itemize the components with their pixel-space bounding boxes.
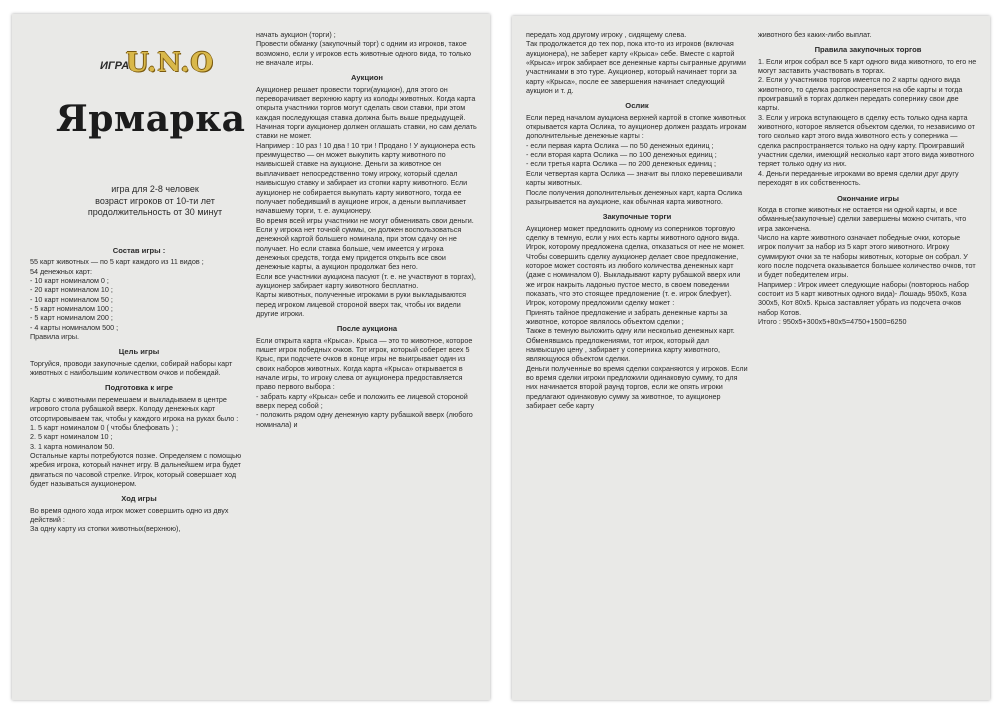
- paragraph: - если первая карта Ослика — по 50 денежных единиц ;: [526, 140, 714, 150]
- section-heading: Подготовка к игре: [105, 383, 173, 393]
- paragraph: Когда в стопке животных не остается ни одной карты, и все обманные(закупочные) сделки завершены можно считать, что игра закончена.: [758, 204, 969, 233]
- paragraph: начать аукцион (торги) ;: [256, 30, 336, 39]
- section-heading: Ослик: [625, 101, 649, 111]
- paragraph: - 10 карт номиналом 0 ;: [30, 276, 109, 286]
- paragraph: За одну карту из стопки животных(верхнюю),: [30, 524, 181, 534]
- paragraph: - 4 карты номиналом 500 ;: [30, 322, 119, 332]
- paragraph: Карты животных, полученные игроками в руки выкладываются перед игроком лицевой стороной вверх так, чтобы их видели другие игроки.: [256, 290, 469, 318]
- section-heading: Состав игры :: [112, 246, 166, 255]
- paragraph: Во время всей игры участники не могут обменивать свои деньги. Если у игрока нет точной суммы, он должен воспользоваться денежной картой большего номинала, при этом сдачу он не получает. Но если ставка больше, чем имеется у игрока денежных средств, тогда ему придется открыть все свои денежные карты, а аукцион продолжат без него.: [256, 215, 476, 272]
- paragraph: Итого : 950х5+300х5+80х5=4750+1500=6250: [758, 316, 907, 326]
- right-column-2: [758, 30, 978, 326]
- paragraph: 2. Если у участников торгов имеется по 2 карты одного вида животного, то сделка распространяется на обе карты и тогда проигравший в торгах должен передать сопернику свои две карты.: [758, 75, 965, 113]
- paragraph: 3. Если у игрока вступающего в сделку есть только одна карта животного, которое является объектом сделки, то независимо от того сколько карт этого вида животного есть у соперника — сделка распространяется только на одну карту. Проигравший участник сделки, имеющий несколько карт этого вида животного теряет только одну из них.: [758, 112, 977, 169]
- paragraph: Во время одного хода игрок может совершить одно из двух действий :: [30, 505, 231, 524]
- left-page: [12, 14, 490, 700]
- paragraph: Остальные карты потребуются позже. Определяем с помощью жребия игрока, который начнет игру. В дальнейшем игра будет двигаться по часовой стрелке. Игрок, который совершает ход будет называться аукционером.: [30, 450, 244, 488]
- paragraph: Аукционер может предложить одному из соперников торговую сделку в темную, если у них есть карты животного одного вида. Игрок, которому предложена сделка, отказаться от нее не может.: [526, 223, 745, 252]
- section-heading: Цель игры: [118, 347, 160, 357]
- paragraph: животного без каких-либо выплат.: [758, 30, 872, 39]
- paragraph: Деньги полученные во время сделки сохраняются у игроков. Если во время сделки игроки предложили одинаковую сумму, то для них начинается второй раунд торгов, если же опять игроки предлагают одинаковую сумму за животное, то аукционер забирает себе карту: [526, 363, 750, 411]
- info-line: игра для 2-8 человек: [111, 184, 199, 194]
- paragraph: Если все участники аукциона пасуют (т. е. не участвуют в торгах), аукционер забирает карту животного бесплатно.: [256, 271, 478, 290]
- paragraph: Если четвертая карта Ослика — значит вы плохо перевешивали карты животных.: [526, 168, 745, 188]
- paragraph: 1. 5 карт номиналом 0 ( чтобы блефовать ) ;: [30, 422, 179, 432]
- right-column-1: [526, 30, 748, 410]
- game-info: [60, 184, 250, 219]
- paragraph: - забрать карту «Крыса» себе и положить ее лицевой стороной вверх перед собой ;: [256, 391, 470, 411]
- paragraph: - 5 карт номиналом 200 ;: [30, 313, 113, 323]
- paragraph: 54 денежных карт:: [30, 266, 93, 276]
- paragraph: - если третья карта Ослика — по 200 денежных единиц ;: [526, 159, 717, 169]
- left-column-2: [256, 30, 478, 429]
- page-title: Ярмарка: [56, 98, 246, 140]
- paragraph: передать ход другому игроку , сидящему слева.: [526, 30, 687, 39]
- section-heading: Ход игры: [121, 494, 157, 504]
- info-line: возраст игроков от 10-ти лет: [95, 195, 215, 206]
- section-heading: Правила закупочных торгов: [814, 45, 922, 55]
- paragraph: Правила игры.: [30, 332, 79, 342]
- paragraph: Также в темную выложить одну или несколько денежных карт. Обменявшись предложениями, тот игрок, который дал наивысшую цену , забирает у соперника карту животного, являющуюся объектом сделки.: [526, 326, 737, 364]
- paragraph: Например : Игрок имеет следующие наборы (повторюсь набор состоит из 5 карт животных одного вида)- Лошадь 950х5, Коза 300х5, Кот 80х5. Крыса заставляет убрать из подсчета очков набор Котов.: [758, 279, 971, 317]
- paragraph: Так продолжается до тех пор, пока кто-то из игроков (включая аукционера), не заберет карту «Крыса» себе. Вместе с картой «Крыса» игрок забирает все денежные карты сыгранные другими участниками в это туре. Аукционер, который начинает торги за карту «Крыса», после ее завершения начинает следующий аукцион и т. д.: [526, 39, 748, 96]
- paragraph: Карты с животными перемешаем и выкладываем в центре игрового стола рубашкой вверх. Колоду денежных карт отсортировываем так, чтобы у каждого игрока на руках было :: [30, 394, 239, 423]
- section-heading: После аукциона: [336, 324, 398, 334]
- paragraph: Если перед началом аукциона верхней картой в стопке животных открывается карта Ослика, то аукционер должен раздать игрокам дополнительные денежные карты :: [526, 112, 749, 141]
- paragraph: Провести обманку (закупочный торг) с одним из игроков, такое возможно, если у игроков есть животные одного вида, то только не вначале игры.: [256, 39, 473, 68]
- paragraph: Число на карте животного означает победные очки, которые игрок получит за набор из 5 карт этого животного. Игроку суммируют очки за те наборы животных, которые он собрал. У кого после подсчета оказывается большее количество очков, тот и будет победителем игры.: [758, 232, 978, 280]
- paragraph: 55 карт животных — по 5 карт каждого из 11 видов ;: [30, 257, 204, 267]
- paragraph: Торгуйся, проводи закупочные сделки, собирай наборы карт животных с наибольшим количеством очков и побеждай.: [30, 358, 235, 378]
- paragraph: 3. 1 карта номиналом 50.: [30, 441, 115, 451]
- paragraph: 4. Деньги переданные игроками во время сделки друг другу переходят в их собственность.: [758, 168, 961, 188]
- section-heading: Окончание игры: [836, 193, 899, 203]
- section-heading: Закупочные торги: [602, 212, 672, 222]
- paragraph: 2. 5 карт номиналом 10 ;: [30, 432, 113, 442]
- info-line: продолжительность от 30 минут: [87, 207, 223, 217]
- paragraph: Аукционер решает провести торги(аукцион), для этого он переворачивает верхнюю карту из колоды животных. Когда карта открыта участники торгов могут сделать свои ставки, при этом каждая последующая ставка должна быть выше предыдущей. Начиная торги аукционер должен оглашать ставки, но сам делать ставки не может.: [256, 84, 479, 141]
- paragraph: Если открыта карта «Крыса». Крыса — это то животное, которое пишет игрок победных очков. Тот игрок, который соберет всех 5 Крыс, при подсчете очков в конце игры не выигрывает один из своих наборов животных. Когда карта «Крыса» открывается в начале игры, то игроку слева от аукционера предоставляется право первого выбора :: [256, 335, 475, 392]
- paragraph: Принять тайное предложение и забрать денежные карты за животное, которое являлось объектом сделки ;: [526, 307, 730, 326]
- paragraph: - если вторая карта Ослика — по 100 денежных единиц ;: [526, 150, 717, 160]
- section-heading: Аукцион: [350, 73, 384, 83]
- paragraph: - положить рядом одну денежную карту рубашкой вверх (любого номинала) и: [256, 410, 475, 429]
- paragraph: 1. Если игрок собрал все 5 карт одного вида животного, то его не могут заставить участвовать в торгах.: [758, 56, 979, 76]
- paragraph: - 20 карт номиналом 10 ;: [30, 285, 113, 295]
- paragraph: - 5 карт номиналом 100 ;: [30, 304, 113, 314]
- logo-prefix: ИГРА: [100, 60, 130, 72]
- paragraph: После получения дополнительных денежных карт, карта Ослика разыгрывается на аукционе, как обычная карта животного.: [526, 187, 745, 206]
- right-page: [512, 16, 990, 700]
- paragraph: Чтобы совершить сделку аукционер делает свое предложение, которое может состоять из любого количества денежных карт (даже с номиналом 0). Выкладывают карту рубашкой вверх или же игрок накрыть ладонью пустое место, в своем поведении показать, что это стоящее предложение (т. е. игрок блефует). Игрок, которому предложили сделку может :: [526, 251, 743, 308]
- paragraph: Например : 10 раз ! 10 два ! 10 три ! Продано ! У аукционера есть преимущество — он может выкупить карту животного по наивысшей ставке на аукционе. Деньги за животное он выплачивает непосредственно тому игроку, который сделал наивысшую ставку и забирает из стопки карту животного. Если аукционер не собирается выкупать карту животного, тогда ее получает победивший в аукционе игрок, а деньги выплачивает начавшему торги, т. е. аукционеру.: [256, 140, 478, 216]
- paragraph: - 10 карт номиналом 50 ;: [30, 294, 113, 304]
- left-column-1: [30, 240, 248, 534]
- logo-name: U.N.O: [126, 48, 215, 78]
